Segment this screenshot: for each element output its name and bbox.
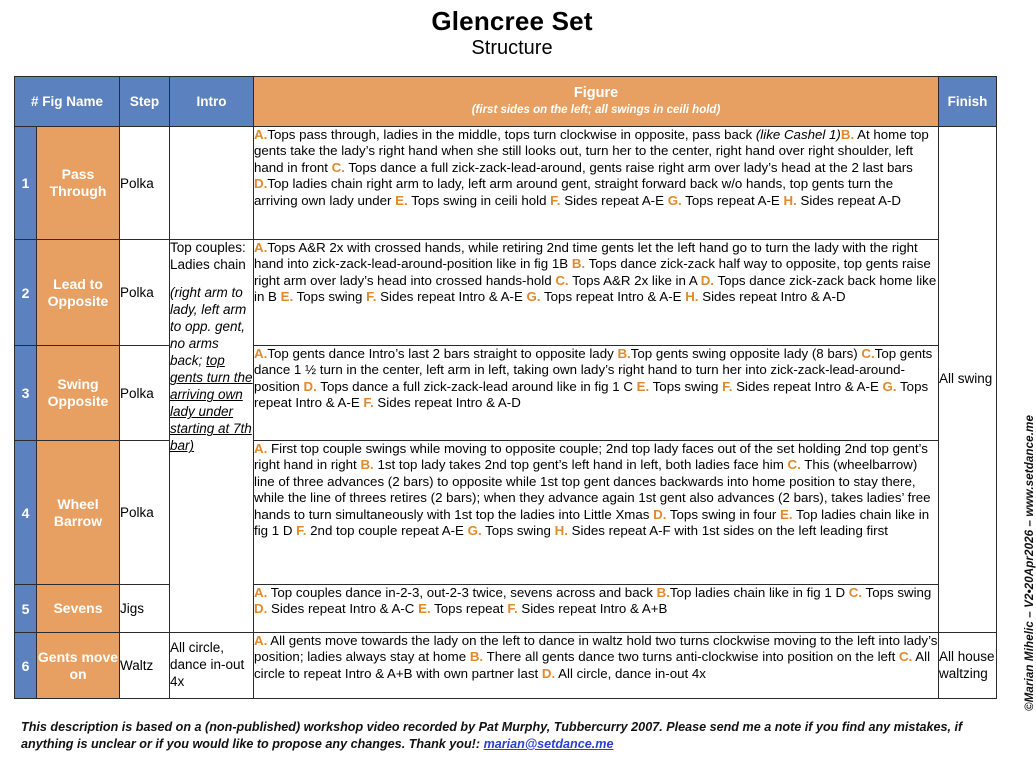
figure-step-marker: G. (882, 378, 897, 394)
figure-step-text: Tops dance zick-zack half way to opposite, top gents raise right arm over lady’s head into crossed hands-hold (254, 256, 931, 288)
column-header-step: Step (120, 77, 170, 127)
figure-step-text: Sides repeat Intro & A-E (732, 378, 883, 394)
structure-table-wrapper (14, 76, 996, 699)
figure-step-text: All circle, dance in-out 4x (555, 665, 706, 681)
figure-step-italic: (like Cashel 1) (755, 127, 841, 142)
figure-step-marker: E. (395, 192, 408, 208)
column-header-fig-name: # Fig Name (15, 77, 120, 127)
figure-step-text: Tops swing (649, 378, 723, 394)
figure-step-text: First top couple swings while moving to opposite couple; 2nd top lady faces out of the set holding 2nd top gent’s right hand in right (254, 441, 928, 473)
figure-step-marker: C. (899, 649, 913, 665)
figure-step-text: Tops swing in four (666, 506, 781, 522)
figure-step-marker: E. (780, 506, 793, 522)
table-row (15, 127, 997, 240)
intro-main-text: Top couples: Ladies chain (170, 240, 246, 272)
figure-step-text: Top gents swing opposite lady (8 bars) (630, 346, 862, 361)
figure-step-text: Tops pass through, ladies in the middle, tops turn clockwise in opposite, pass back (267, 127, 756, 142)
figure-step-marker: F. (296, 523, 307, 539)
figure-step-marker: E. (418, 601, 431, 617)
row-number: 6 (15, 633, 37, 699)
figure-step-marker: D. (254, 176, 268, 192)
figure-step-text: Tops dance zick-zack back home like in B (254, 272, 937, 305)
figure-step-marker: H. (554, 523, 568, 539)
row-fig-name: Pass Through (37, 127, 120, 240)
column-header-figure (254, 77, 939, 127)
figure-step-marker: B. (469, 649, 484, 665)
row-figure (254, 441, 939, 585)
finish-merged-cell: All swing (939, 127, 997, 633)
structure-table (14, 76, 997, 699)
row-fig-name: Sevens (37, 585, 120, 633)
row-step: Polka (120, 346, 170, 441)
figure-step-text: Tops dance a full zick-zack-lead around like in fig 1 C (316, 378, 637, 394)
row-fig-name: Lead to Opposite (37, 240, 120, 346)
row-intro-empty (170, 127, 254, 240)
row-number: 3 (15, 346, 37, 441)
row-figure (254, 346, 939, 441)
figure-step-text: Tops swing (862, 585, 932, 600)
table-row (15, 633, 997, 699)
copyright-vertical: ©Marian Mihelic – V2•20Apr2026 – www.setdance.me (1023, 415, 1036, 711)
figure-step-text: Top ladies chain like in fig 1 D (254, 506, 930, 539)
intro-note-underlined: top gents turn the arriving own lady under starting at 7th bar) (170, 353, 253, 454)
row-figure (254, 240, 939, 346)
figure-step-marker: D. (254, 601, 268, 617)
column-header-intro: Intro (170, 77, 254, 127)
figure-step-text: All circle to repeat Intro & A+B with own partner last (254, 649, 931, 681)
row-number: 5 (15, 585, 37, 633)
contact-email-link[interactable]: marian@setdance.me (483, 736, 614, 751)
row-step: Waltz (120, 633, 170, 699)
table-header-row (15, 77, 997, 127)
figure-step-marker: G. (667, 192, 682, 208)
figure-step-marker: F. (366, 289, 377, 305)
figure-step-text: Tops A&R 2x with crossed hands, while retiring 2nd time gents let the left hand go to turn the lady with the right hand into zick-zack-lead-around-position like in fig 1B (254, 240, 918, 272)
intro-note-plain: (right arm to lady, left arm to opp. gent, no arms back; (170, 285, 247, 369)
figure-step-marker: C. (331, 159, 345, 175)
footer-line-2: unclear or if you would like to propose any changes. Thank you!: (90, 736, 481, 751)
figure-step-text: Top ladies chain like in fig 1 D (669, 585, 849, 600)
row-fig-name: Swing Opposite (37, 346, 120, 441)
intro-note (170, 284, 253, 454)
figure-step-text: Tops repeat Intro & A-E (540, 289, 686, 305)
figure-step-text: Top gents dance Intro’s last 2 bars straight to opposite lady (267, 346, 618, 361)
figure-step-text: Sides repeat Intro & A-E (376, 289, 527, 305)
figure-step-text: Sides repeat Intro & A-C (267, 601, 419, 617)
figure-step-text: Tops repeat Intro & A-E (254, 378, 929, 411)
row-step: Polka (120, 127, 170, 240)
figure-step-marker: B. (360, 457, 374, 473)
figure-step-text: Tops A&R 2x like in A (568, 272, 701, 288)
figure-step-marker: G. (467, 523, 482, 539)
figure-step-marker: H. (685, 289, 699, 305)
row-figure (254, 585, 939, 633)
figure-step-marker: C. (787, 457, 801, 473)
figure-step-text: Sides repeat Intro & A-D (698, 289, 846, 305)
page-title: Glencree Set (431, 6, 593, 36)
figure-step-marker: A. (254, 240, 268, 255)
figure-step-text: At home top gents take the lady’s right hand when she still looks out, turn her to the center, right hand over right shoulder, left hand in front (254, 127, 929, 175)
figure-step-text: Sides repeat A-D (796, 192, 902, 208)
figure-step-marker: B. (840, 127, 855, 142)
figure-step-marker: A. (254, 441, 268, 456)
figure-step-marker: B. (617, 346, 631, 361)
figure-step-marker: D. (303, 378, 317, 394)
figure-step-marker: B. (571, 256, 586, 272)
figure-step-marker: D. (700, 272, 715, 288)
title-block (0, 0, 1024, 60)
table-row (15, 346, 997, 441)
row-fig-name: Gents move on (37, 633, 120, 699)
figure-step-text: Top ladies chain right arm to lady, left arm around gent, straight forward back w/o hands, top gents turn the arriving own lady under (254, 176, 894, 208)
row-number: 1 (15, 127, 37, 240)
row-figure (254, 633, 939, 699)
row-number: 4 (15, 441, 37, 585)
row-fig-name: Wheel Barrow (37, 441, 120, 585)
figure-step-text: All gents move towards the lady on the left to dance in waltz hold two turns clockwise moving to the left into lady’s position; ladies always stay at home (254, 633, 938, 665)
figure-step-marker: D. (541, 665, 556, 681)
figure-step-marker: D. (653, 506, 667, 522)
intro-merged-cell (170, 240, 254, 633)
figure-step-text: Tops repeat (430, 601, 508, 617)
figure-step-text: Sides repeat Intro & A+B (517, 601, 668, 617)
table-row (15, 585, 997, 633)
footer-line-1: This description is based on a (non-published) workshop video recorded by Pat Murphy, Tubbercurry 2007. Please send me a note if you find any mistakes, if anything is (21, 720, 963, 751)
figure-step-text: Sides repeat A-E (560, 192, 668, 208)
figure-step-text: Tops dance a full zick-zack-lead-around, gents raise right arm over lady’s head at the 2 last bars (344, 159, 913, 175)
figure-step-marker: F. (550, 192, 561, 208)
figure-step-marker: A. (254, 633, 268, 648)
figure-step-text: Sides repeat Intro & A-D (373, 395, 521, 411)
finish-last-cell: All house waltzing (939, 633, 997, 699)
row-figure (254, 127, 939, 240)
figure-step-marker: F. (507, 601, 518, 617)
figure-step-text: Top gents dance 1 ½ turn in the center, left arm in left, taking own lady’s right hand to turn her into zick-zack-lead-around-position (254, 346, 933, 394)
row-number: 2 (15, 240, 37, 346)
figure-step-marker: C. (555, 272, 569, 288)
table-body (15, 127, 997, 699)
figure-step-text: Sides repeat A-F with 1st sides on the left leading first (567, 523, 888, 539)
figure-step-text: 2nd top couple repeat A-E (306, 523, 468, 539)
figure-step-marker: C. (848, 585, 863, 600)
figure-step-text: 1st top lady takes 2nd top gent’s left hand in left, both ladies face him (373, 457, 788, 473)
figure-step-marker: C. (861, 346, 875, 361)
figure-step-marker: F. (722, 378, 733, 394)
column-header-finish: Finish (939, 77, 997, 127)
figure-step-text: There all gents dance two turns anti-clockwise into position on the left (483, 649, 900, 665)
figure-step-marker: G. (526, 289, 541, 305)
figure-step-marker: A. (254, 127, 268, 142)
figure-step-text: This (wheelbarrow) line of three advances (2 bars) to opposite while 1st top gent dances backwards into home position to stay there, while the line of threes retires (2 bars); when they advance again 1st gent also advances (2 bars), takes ladies’ free hands to turn simultaneously with 1st top the ladies into Little Xmas (254, 457, 931, 522)
figure-step-text: Tops swing (481, 523, 555, 539)
row-step: Polka (120, 240, 170, 346)
figure-step-text: Top couples dance in-2-3, out-2-3 twice, sevens across and back (267, 585, 657, 600)
figure-step-marker: E. (636, 378, 650, 394)
row-step: Jigs (120, 585, 170, 633)
figure-step-marker: A. (254, 346, 268, 361)
table-row (15, 240, 997, 346)
row-step: Polka (120, 441, 170, 585)
table-row (15, 441, 997, 585)
figure-step-marker: F. (363, 395, 374, 411)
figure-step-marker: E. (280, 289, 294, 305)
row-intro: All circle, dance in-out 4x (170, 633, 254, 699)
column-header-figure-sub: (first sides on the left; all swings in ceili hold) (471, 103, 721, 116)
column-header-figure-main: Figure (573, 85, 619, 102)
figure-step-marker: A. (254, 585, 268, 600)
page-subtitle: Structure (471, 37, 553, 60)
footer-note (21, 719, 987, 752)
figure-step-marker: B. (656, 585, 670, 600)
figure-step-text: Tops repeat A-E (681, 192, 784, 208)
figure-step-text: Tops swing (293, 289, 367, 305)
figure-step-text: Tops swing in ceili hold (407, 192, 551, 208)
figure-step-marker: H. (783, 192, 797, 208)
